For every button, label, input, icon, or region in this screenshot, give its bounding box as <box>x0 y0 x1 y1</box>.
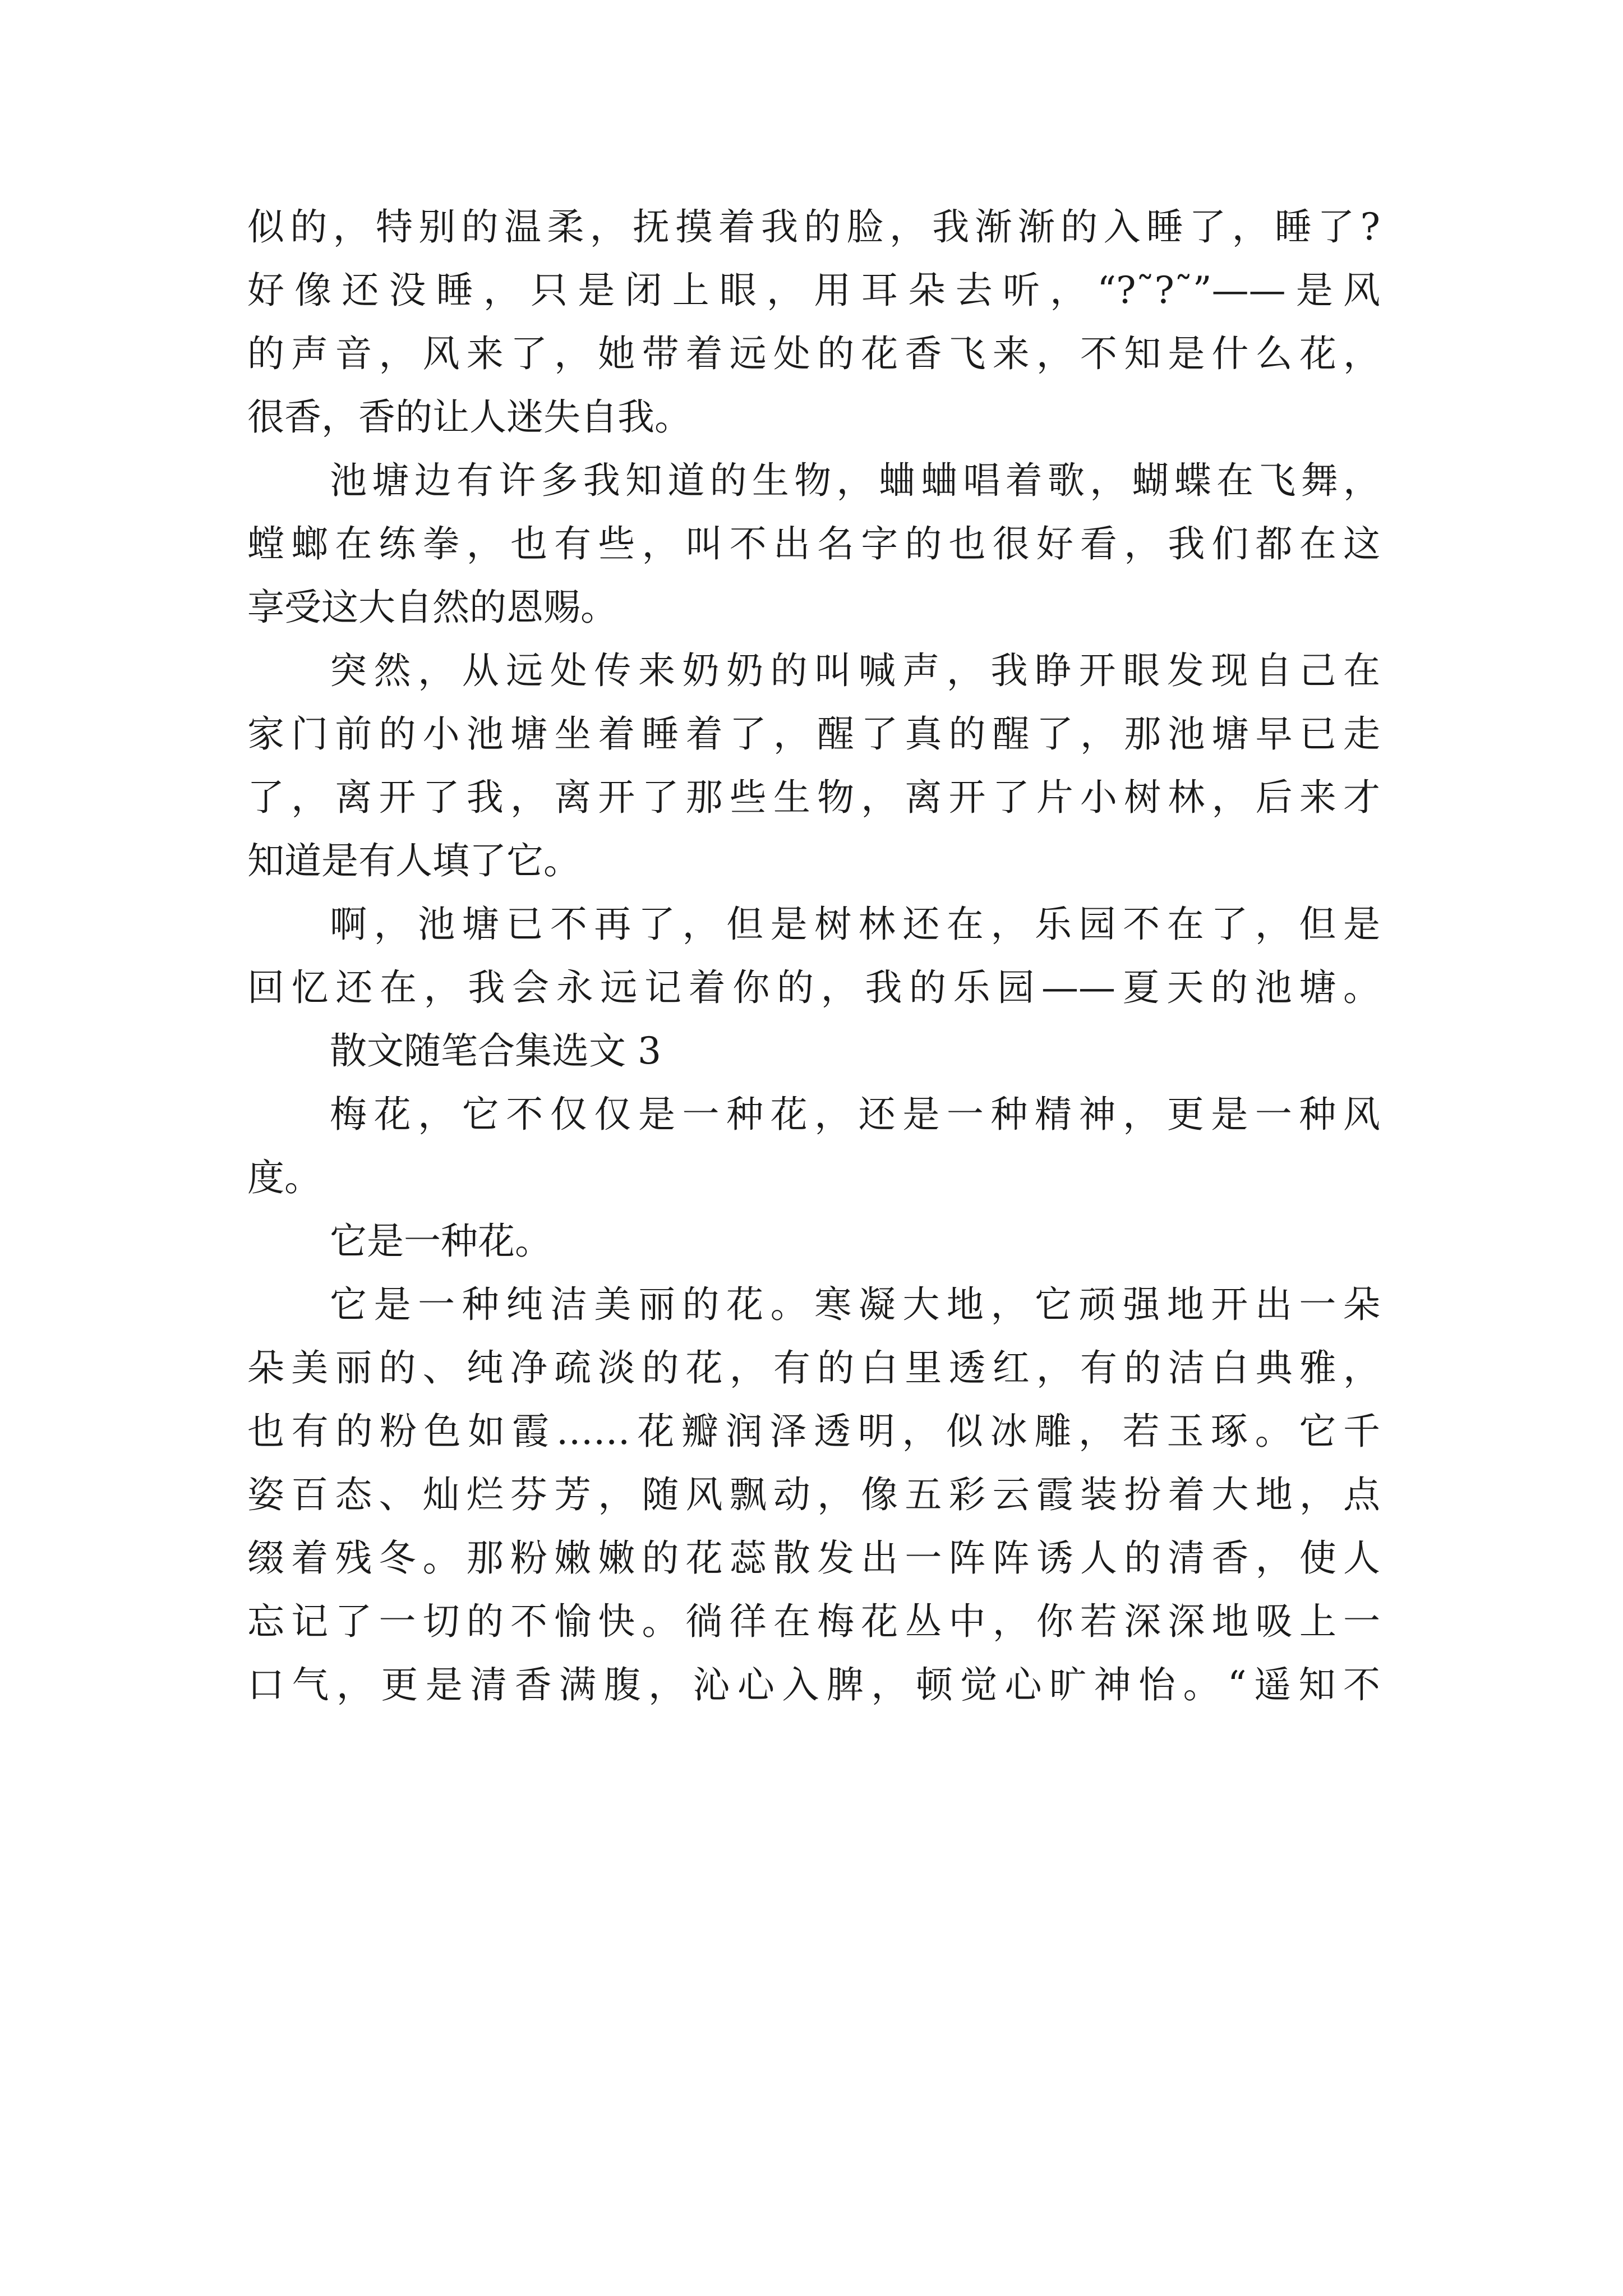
paragraph-first-line: 啊，池塘已不再了，但是树林还在，乐园不在了，但是 <box>330 903 1380 946</box>
text-line: 回忆还在，我会永远记着你的，我的乐园——夏天的池塘。 <box>247 966 1380 1009</box>
document-body <box>247 199 1380 1720</box>
text-line: 家门前的小池塘坐着睡着了，醒了真的醒了，那池塘早已走 <box>247 712 1380 756</box>
paragraph-first-line: 突然，从远处传来奶奶的叫喊声，我睁开眼发现自己在 <box>330 649 1380 692</box>
section-heading: 散文随笔合集选文 3 <box>330 1029 661 1073</box>
text-line: 好像还没睡，只是闭上眼，用耳朵去听，“?˜?˜”——是风 <box>247 269 1380 312</box>
text-line: 知道是有人填了它。 <box>247 839 580 882</box>
text-line: 螳螂在练拳，也有些，叫不出名字的也很好看，我们都在这 <box>247 522 1380 565</box>
paragraph-first-line: 它是一种花。 <box>330 1220 552 1263</box>
text-line: 朵美丽的、纯净疏淡的花，有的白里透红，有的洁白典雅， <box>247 1346 1380 1389</box>
text-line: 似的，特别的温柔，抚摸着我的脸，我渐渐的入睡了，睡了? <box>247 205 1380 249</box>
text-line: 很香，香的让人迷失自我。 <box>247 395 691 439</box>
text-line: 度。 <box>247 1156 321 1199</box>
text-line: 了，离开了我，离开了那些生物，离开了片小树林，后来才 <box>247 776 1380 819</box>
text-line: 忘记了一切的不愉快。徜徉在梅花丛中，你若深深地吸上一 <box>247 1600 1380 1643</box>
text-line: 口气，更是清香满腹，沁心入脾，顿觉心旷神怡。“遥知不 <box>247 1663 1380 1706</box>
paragraph-first-line: 池塘边有许多我知道的生物，蛐蛐唱着歌，蝴蝶在飞舞， <box>330 459 1380 502</box>
text-line: 姿百态、灿烂芬芳，随风飘动，像五彩云霞装扮着大地，点 <box>247 1473 1380 1516</box>
paragraph-first-line: 梅花，它不仅仅是一种花，还是一种精神，更是一种风 <box>330 1093 1380 1136</box>
text-line: 的声音，风来了，她带着远处的花香飞来，不知是什么花， <box>247 332 1380 375</box>
text-line: 也有的粉色如霞……花瓣润泽透明，似冰雕，若玉琢。它千 <box>247 1410 1380 1453</box>
text-line: 缀着残冬。那粉嫩嫩的花蕊散发出一阵阵诱人的清香，使人 <box>247 1536 1380 1580</box>
paragraph-first-line: 它是一种纯洁美丽的花。寒凝大地，它顽强地开出一朵 <box>330 1283 1380 1326</box>
text-line: 享受这大自然的恩赐。 <box>247 586 617 629</box>
